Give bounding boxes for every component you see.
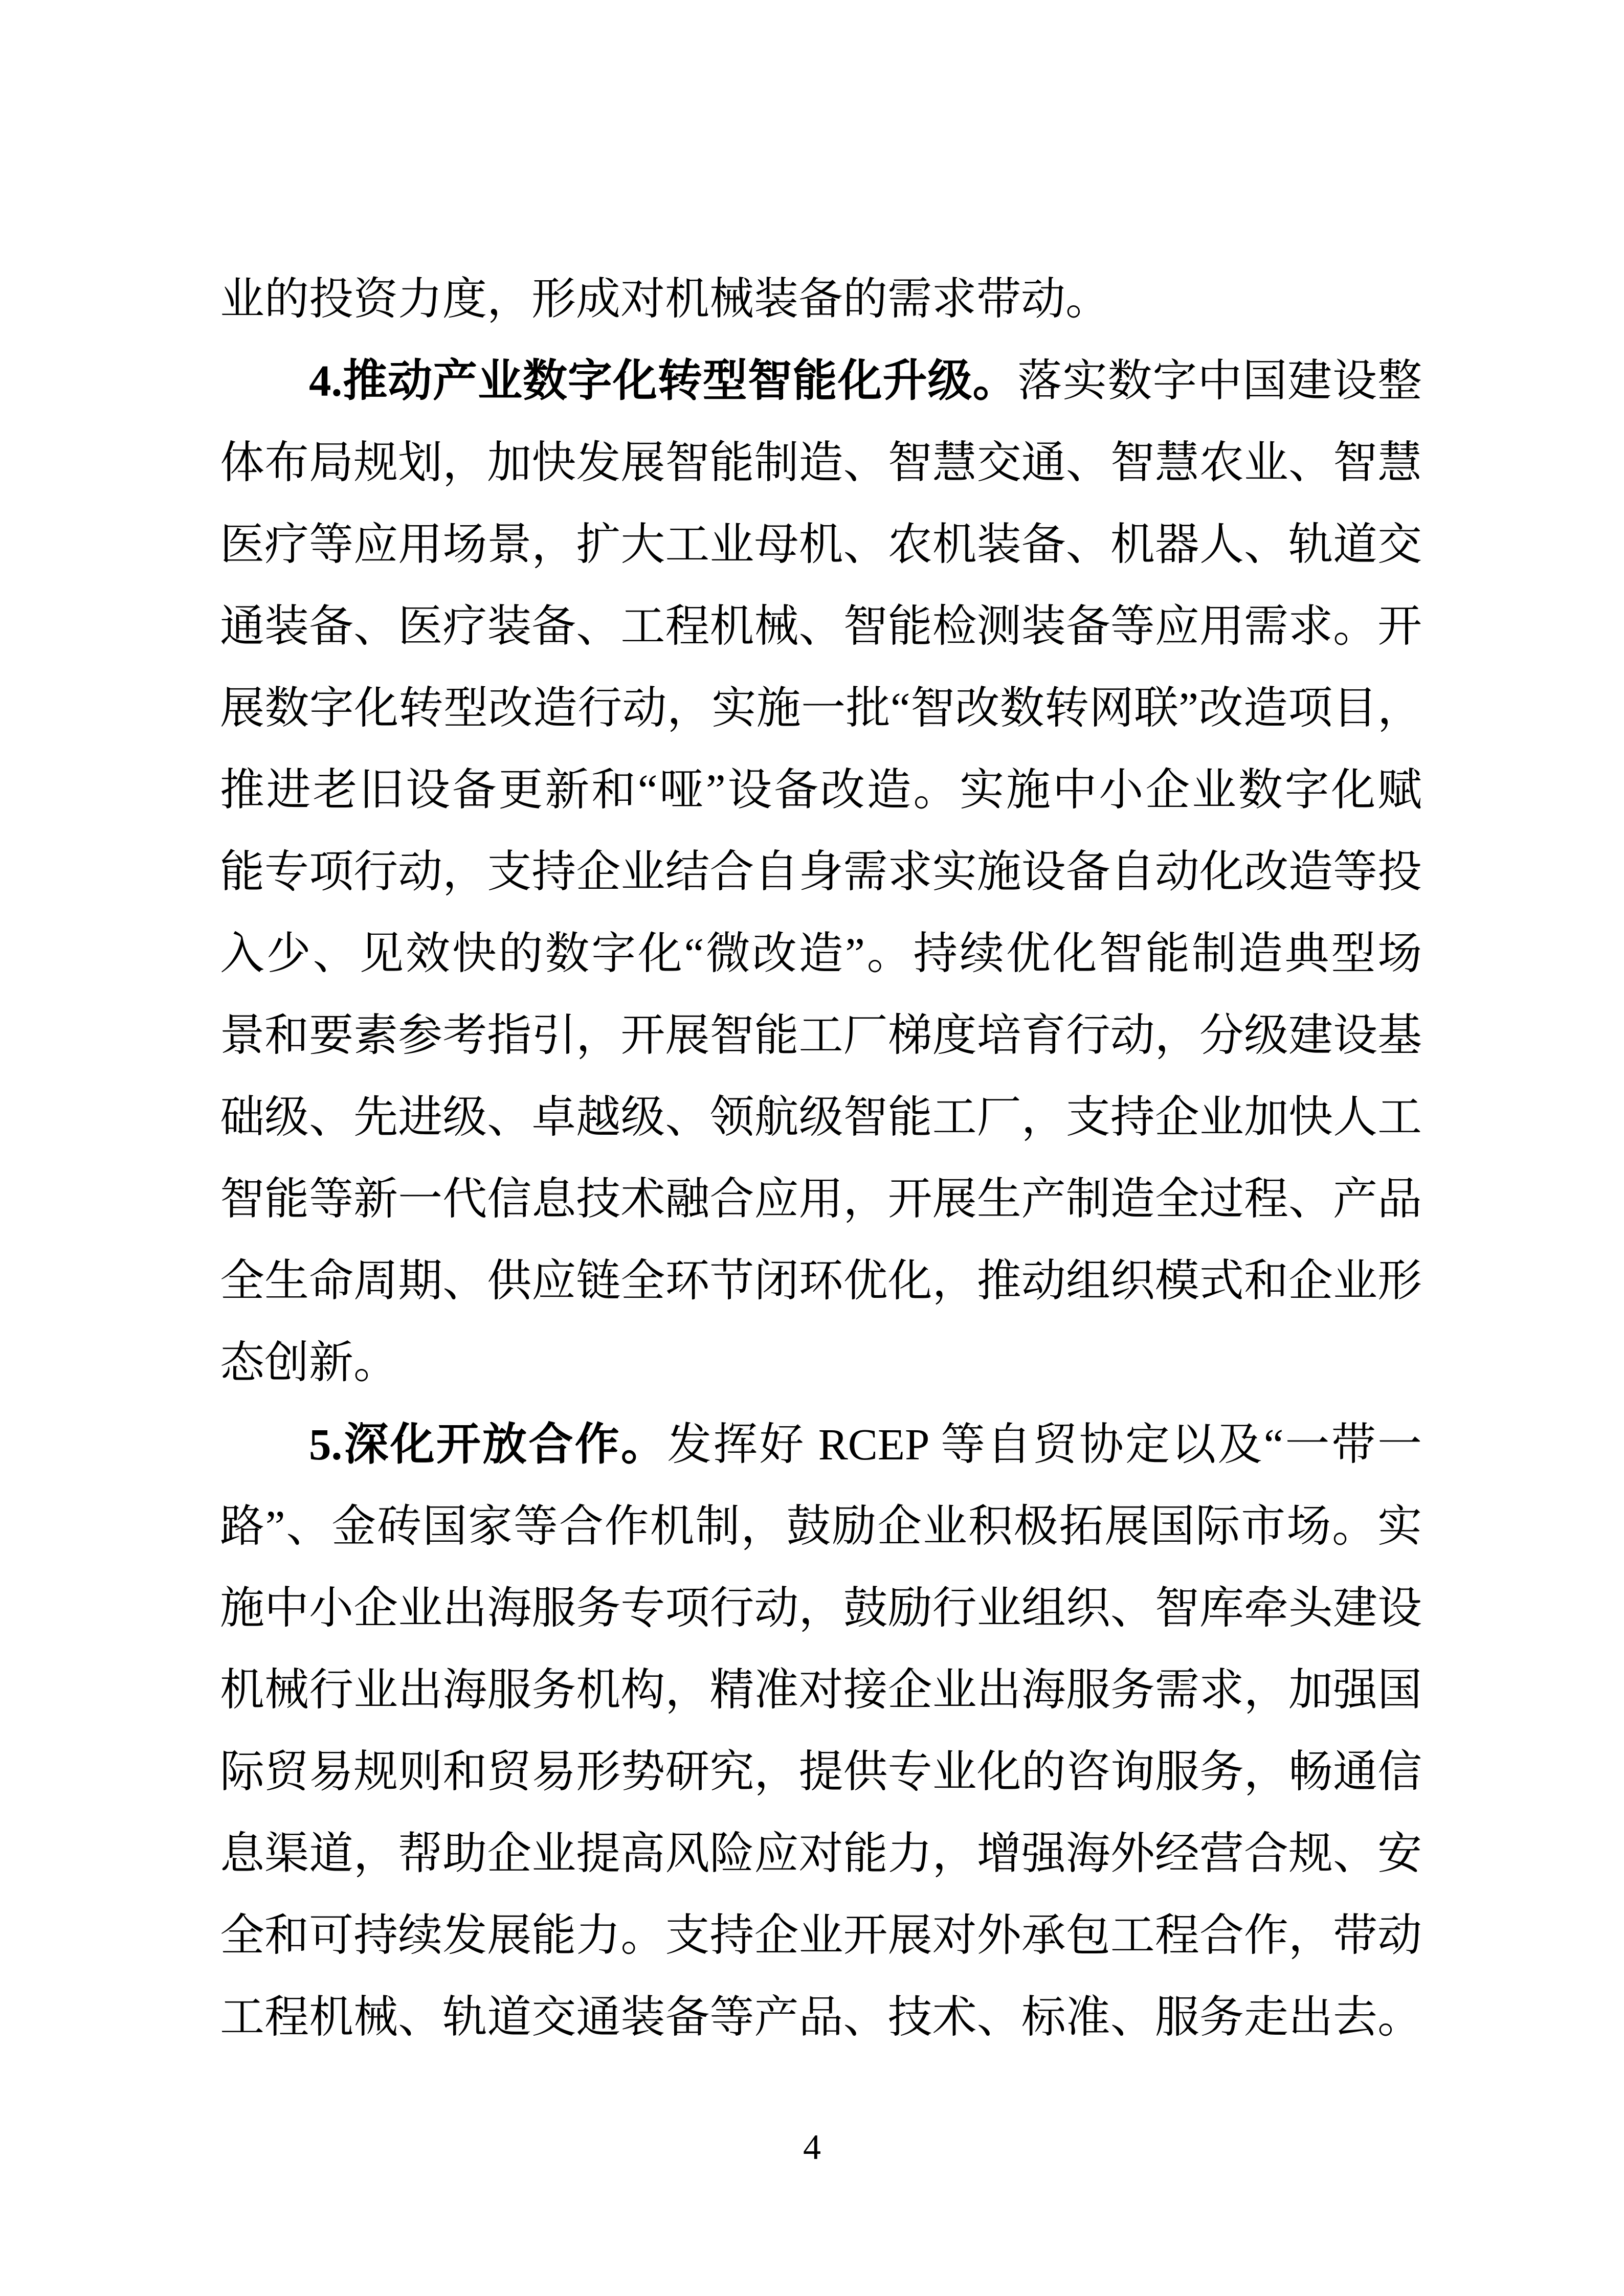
- body-text: 智能等新一代信息技术融合应用，开展生产制造全过程、产品: [220, 1174, 1422, 1224]
- text-line: [220, 1731, 1422, 1813]
- body-text: 体布局规划，加快发展智能制造、智慧交通、智慧农业、智慧: [220, 438, 1422, 487]
- body-text: 全和可持续发展能力。支持企业开展对外承包工程合作，带动: [220, 1910, 1422, 1960]
- text-line: [220, 1976, 1422, 2058]
- body-text: 际贸易规则和贸易形势研究，提供专业化的咨询服务，畅通信: [220, 1747, 1422, 1796]
- section-heading-text: 4.推动产业数字化转型智能化升级。: [309, 356, 1018, 406]
- text-line: [220, 1567, 1422, 1649]
- text-line: [220, 667, 1422, 749]
- body-text: 机械行业出海服务机构，精准对接企业出海服务需求，加强国: [220, 1665, 1422, 1715]
- body-text: 态创新。: [220, 1338, 398, 1387]
- body-text: 医疗等应用场景，扩大工业母机、农机装备、机器人、轨道交: [220, 520, 1422, 569]
- text-line: [220, 586, 1422, 667]
- text-line: [220, 831, 1422, 913]
- text-line: [220, 1813, 1422, 1895]
- body-text: 全生命周期、供应链全环节闭环优化，推动组织模式和企业形: [220, 1256, 1422, 1305]
- body-text: 入少、见效快的数字化“微改造”。持续优化智能制造典型场: [220, 929, 1422, 978]
- text-line: [220, 995, 1422, 1076]
- text-line: [220, 1485, 1422, 1567]
- section-heading-text: 5.深化开放合作。: [309, 1420, 668, 1469]
- text-line: [220, 1404, 1422, 1485]
- body-text: 业的投资力度，形成对机械装备的需求带动。: [220, 274, 1110, 324]
- page-number: 4: [803, 2128, 821, 2167]
- body-text: 发挥好 RCEP 等自贸协定以及“一带一: [667, 1420, 1422, 1469]
- body-text: 通装备、医疗装备、工程机械、智能检测装备等应用需求。开: [220, 601, 1422, 651]
- body-text: 息渠道，帮助企业提高风险应对能力，增强海外经营合规、安: [220, 1829, 1422, 1878]
- text-line: [220, 504, 1422, 586]
- body-text: 工程机械、轨道交通装备等产品、技术、标准、服务走出去。: [220, 1992, 1422, 2042]
- text-line: [220, 1076, 1422, 1158]
- text-block: [220, 258, 1422, 2058]
- text-line: [220, 340, 1422, 422]
- text-line: [220, 1322, 1422, 1404]
- text-line: [220, 913, 1422, 995]
- body-text: 能专项行动，支持企业结合自身需求实施设备自动化改造等投: [220, 847, 1422, 896]
- text-line: [220, 1158, 1422, 1240]
- body-text: 础级、先进级、卓越级、领航级智能工厂，支持企业加快人工: [220, 1092, 1422, 1142]
- text-line: [220, 258, 1422, 340]
- body-text: 路”、金砖国家等合作机制，鼓励企业积极拓展国际市场。实: [220, 1501, 1422, 1551]
- body-text: 景和要素参考指引，开展智能工厂梯度培育行动，分级建设基: [220, 1010, 1422, 1060]
- body-text: 推进老旧设备更新和“哑”设备改造。实施中小企业数字化赋: [220, 765, 1422, 815]
- text-line: [220, 1895, 1422, 1976]
- text-line: [220, 1649, 1422, 1731]
- body-text: 落实数字中国建设整: [1017, 356, 1422, 406]
- text-line: [220, 1240, 1422, 1322]
- body-text: 展数字化转型改造行动，实施一批“智改数转网联”改造项目，: [220, 683, 1422, 733]
- text-line: [220, 749, 1422, 831]
- body-text: 施中小企业出海服务专项行动，鼓励行业组织、智库牵头建设: [220, 1583, 1422, 1633]
- text-line: [220, 422, 1422, 504]
